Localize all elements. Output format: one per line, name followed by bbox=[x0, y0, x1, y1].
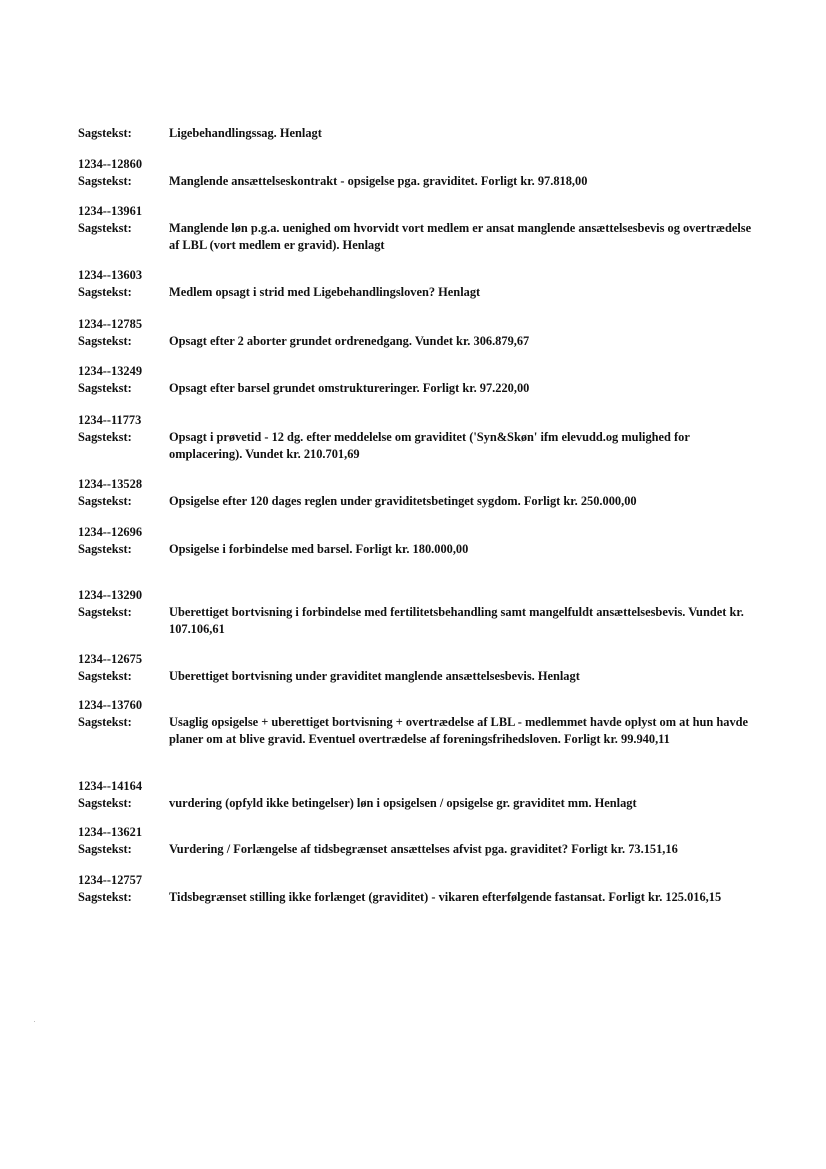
case-id: 1234--11773 bbox=[78, 413, 142, 427]
case-id: 1234--13249 bbox=[78, 364, 143, 378]
case-id: 1234--14164 bbox=[78, 779, 143, 793]
case-row bbox=[78, 795, 758, 812]
case-id: 1234--13760 bbox=[78, 698, 143, 712]
case-text: Tidsbegrænset stilling ikke forlænget (graviditet) - vikaren efterfølgende fastansat. Forligt kr. 125.016,15 bbox=[169, 890, 722, 904]
case-id: 1234--13961 bbox=[78, 204, 143, 218]
case-entry bbox=[78, 824, 758, 858]
case-text: Ligebehandlingssag. Henlagt bbox=[169, 126, 322, 140]
case-row bbox=[78, 889, 758, 906]
case-label: Sagstekst: bbox=[78, 605, 132, 619]
case-entry bbox=[78, 125, 758, 142]
case-text: Opsagt efter 2 aborter grundet ordrenedgang. Vundet kr. 306.879,67 bbox=[169, 334, 530, 348]
case-label: Sagstekst: bbox=[78, 715, 132, 729]
case-entry bbox=[78, 524, 758, 558]
case-entry bbox=[78, 778, 758, 812]
case-id: 1234--13603 bbox=[78, 268, 143, 282]
case-label: Sagstekst: bbox=[78, 430, 132, 444]
case-entry bbox=[78, 587, 758, 638]
case-text: Uberettiget bortvisning i forbindelse med fertilitetsbehandling samt mangelfuldt ansættelsesbevis. Vundet kr. 107.106,61 bbox=[169, 605, 744, 636]
case-row bbox=[78, 541, 758, 558]
case-entry bbox=[78, 316, 758, 350]
case-entry bbox=[78, 156, 758, 190]
case-entry bbox=[78, 651, 758, 685]
case-entry bbox=[78, 267, 758, 301]
case-row bbox=[78, 429, 758, 463]
case-entry bbox=[78, 363, 758, 397]
case-id: 1234--13528 bbox=[78, 477, 143, 491]
case-row bbox=[78, 125, 758, 142]
case-text: Opsigelse i forbindelse med barsel. Forligt kr. 180.000,00 bbox=[169, 542, 469, 556]
case-text: Manglende løn p.g.a. uenighed om hvorvidt vort medlem er ansat manglende ansættelsesbevis og overtrædelse af LBL (vort medlem er gravid). Henlagt bbox=[169, 221, 752, 252]
case-label: Sagstekst: bbox=[78, 494, 132, 508]
case-label: Sagstekst: bbox=[78, 285, 132, 299]
case-label: Sagstekst: bbox=[78, 381, 132, 395]
case-label: Sagstekst: bbox=[78, 174, 132, 188]
case-row bbox=[78, 841, 758, 858]
case-entry bbox=[78, 476, 758, 510]
case-row bbox=[78, 668, 758, 685]
case-label: Sagstekst: bbox=[78, 842, 132, 856]
case-text: Vurdering / Forlængelse af tidsbegrænset ansættelses afvist pga. graviditet? Forligt kr. 73.151,16 bbox=[169, 842, 678, 856]
case-text: Opsigelse efter 120 dages reglen under graviditetsbetinget sygdom. Forligt kr. 250.000,00 bbox=[169, 494, 637, 508]
case-text: Opsagt efter barsel grundet omstruktureringer. Forligt kr. 97.220,00 bbox=[169, 381, 530, 395]
case-row bbox=[78, 333, 758, 350]
case-row bbox=[78, 380, 758, 397]
case-id: 1234--12860 bbox=[78, 157, 143, 171]
case-id: 1234--13290 bbox=[78, 588, 143, 602]
case-text: Uberettiget bortvisning under graviditet manglende ansættelsesbevis. Henlagt bbox=[169, 669, 580, 683]
case-label: Sagstekst: bbox=[78, 890, 132, 904]
case-label: Sagstekst: bbox=[78, 334, 132, 348]
case-entry bbox=[78, 412, 758, 463]
case-text: Opsagt i prøvetid - 12 dg. efter meddelelse om graviditet ('Syn&Skøn' ifm elevudd.og mulighed for omplacering). Vundet kr. 210.701,69 bbox=[169, 430, 690, 461]
case-row bbox=[78, 173, 758, 190]
case-id: 1234--12785 bbox=[78, 317, 143, 331]
case-text: Manglende ansættelseskontrakt - opsigelse pga. graviditet. Forligt kr. 97.818,00 bbox=[169, 174, 588, 188]
case-label: Sagstekst: bbox=[78, 221, 132, 235]
case-id: 1234--13621 bbox=[78, 825, 143, 839]
case-label: Sagstekst: bbox=[78, 669, 132, 683]
case-row bbox=[78, 604, 758, 638]
case-row bbox=[78, 284, 758, 301]
case-entry bbox=[78, 203, 758, 254]
case-row bbox=[78, 714, 758, 748]
case-entry bbox=[78, 872, 758, 906]
case-label: Sagstekst: bbox=[78, 796, 132, 810]
case-entry bbox=[78, 697, 758, 748]
case-text: vurdering (opfyld ikke betingelser) løn i opsigelsen / opsigelse gr. graviditet mm. Henlagt bbox=[169, 796, 637, 810]
case-row bbox=[78, 220, 758, 254]
case-label: Sagstekst: bbox=[78, 126, 132, 140]
case-id: 1234--12675 bbox=[78, 652, 143, 666]
scan-speck bbox=[34, 1021, 35, 1022]
case-id: 1234--12757 bbox=[78, 873, 143, 887]
case-row bbox=[78, 493, 758, 510]
case-label: Sagstekst: bbox=[78, 542, 132, 556]
case-id: 1234--12696 bbox=[78, 525, 143, 539]
case-text: Usaglig opsigelse + uberettiget bortvisning + overtrædelse af LBL - medlemmet havde oplyst om at hun havde planer om at blive gravid. Eventuel overtrædelse af foreningsfrihedsloven. Forligt kr. 99.940,11 bbox=[169, 715, 749, 746]
case-text: Medlem opsagt i strid med Ligebehandlingsloven? Henlagt bbox=[169, 285, 481, 299]
